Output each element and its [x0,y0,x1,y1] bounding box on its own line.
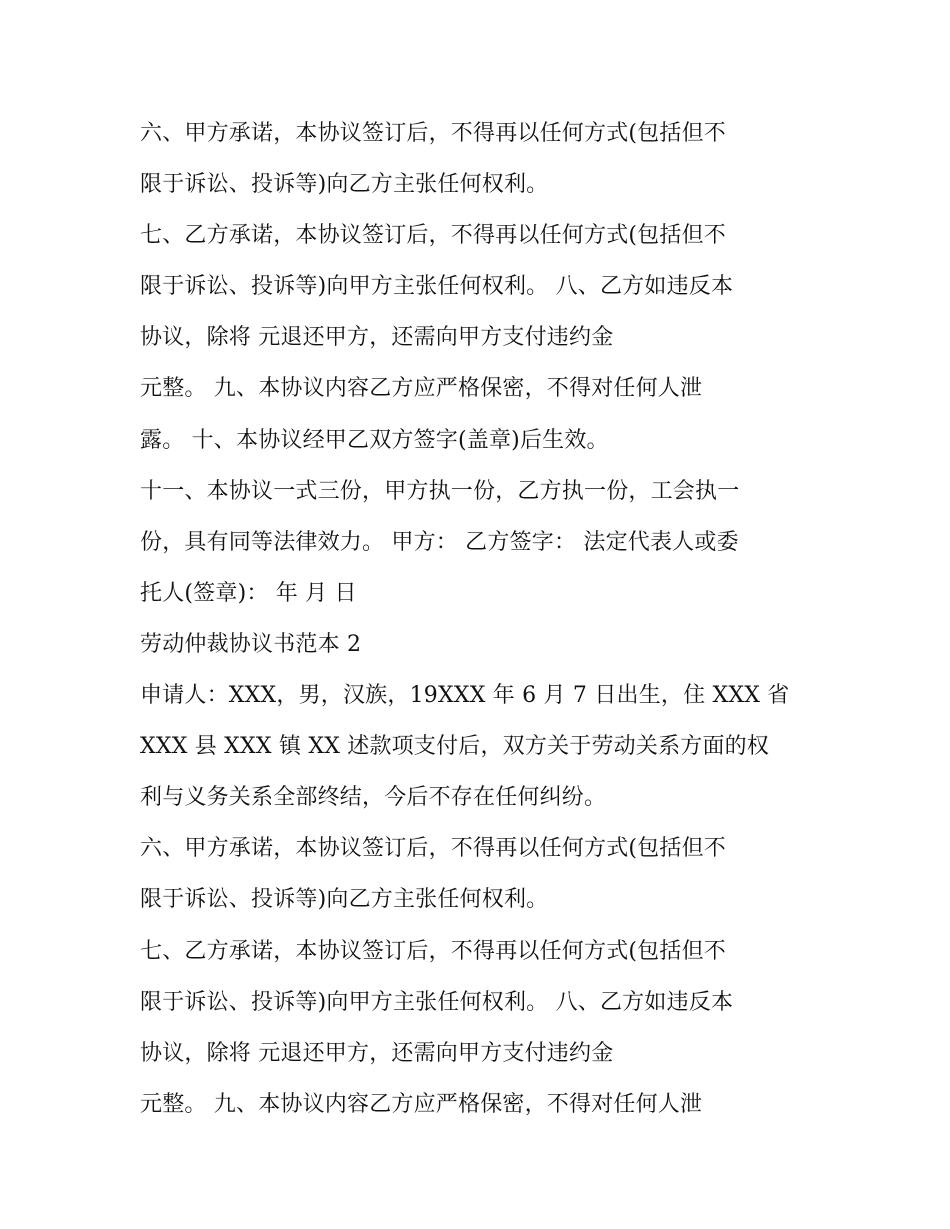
text-line: 限于诉讼、投诉等)向乙方主张任何权利。 [140,172,549,198]
text-line: 托人(签章)： 年 月 日 [140,580,357,606]
text-line: 限于诉讼、投诉等)向甲方主张任何权利。 八、乙方如违反本 [140,274,734,300]
section-heading: 劳动仲裁协议书范本 2 [140,631,362,657]
text-line: 七、乙方承诺，本协议签订后，不得再以任何方式(包括但不 [140,938,726,964]
text-line: 露。 十、本协议经甲乙双方签字(盖章)后生效。 [140,427,609,453]
text-line: 元整。 九、本协议内容乙方应严格保密，不得对任何人泄 [140,376,703,402]
document-body [140,108,830,1130]
text-line: 元整。 九、本协议内容乙方应严格保密，不得对任何人泄 [140,1091,703,1117]
text-line: 申请人：XXX，男，汉族，19XXX 年 6 月 7 日出生，住 XXX 省 [140,683,790,709]
text-line: 六、甲方承诺，本协议签订后，不得再以任何方式(包括但不 [140,836,726,862]
text-line: 份，具有同等法律效力。 甲方： 乙方签字： 法定代表人或委 [140,529,739,555]
text-line: 七、乙方承诺，本协议签订后，不得再以任何方式(包括但不 [140,223,726,249]
text-line: 六、甲方承诺，本协议签订后，不得再以任何方式(包括但不 [140,121,726,146]
text-line: 限于诉讼、投诉等)向乙方主张任何权利。 [140,887,549,913]
text-line: 限于诉讼、投诉等)向甲方主张任何权利。 八、乙方如违反本 [140,989,734,1015]
text-line: 协议，除将 元退还甲方，还需向甲方支付违约金 [140,1040,614,1066]
text-line: XXX 县 XXX 镇 XX 述款项支付后，双方关于劳动关系方面的权 [140,734,770,760]
text-line: 协议，除将 元退还甲方，还需向甲方支付违约金 [140,325,614,351]
text-line: 十一、本协议一式三份，甲方执一份，乙方执一份，工会执一 [140,478,740,504]
text-line: 利与义务关系全部终结，今后不存在任何纠纷。 [140,785,607,811]
